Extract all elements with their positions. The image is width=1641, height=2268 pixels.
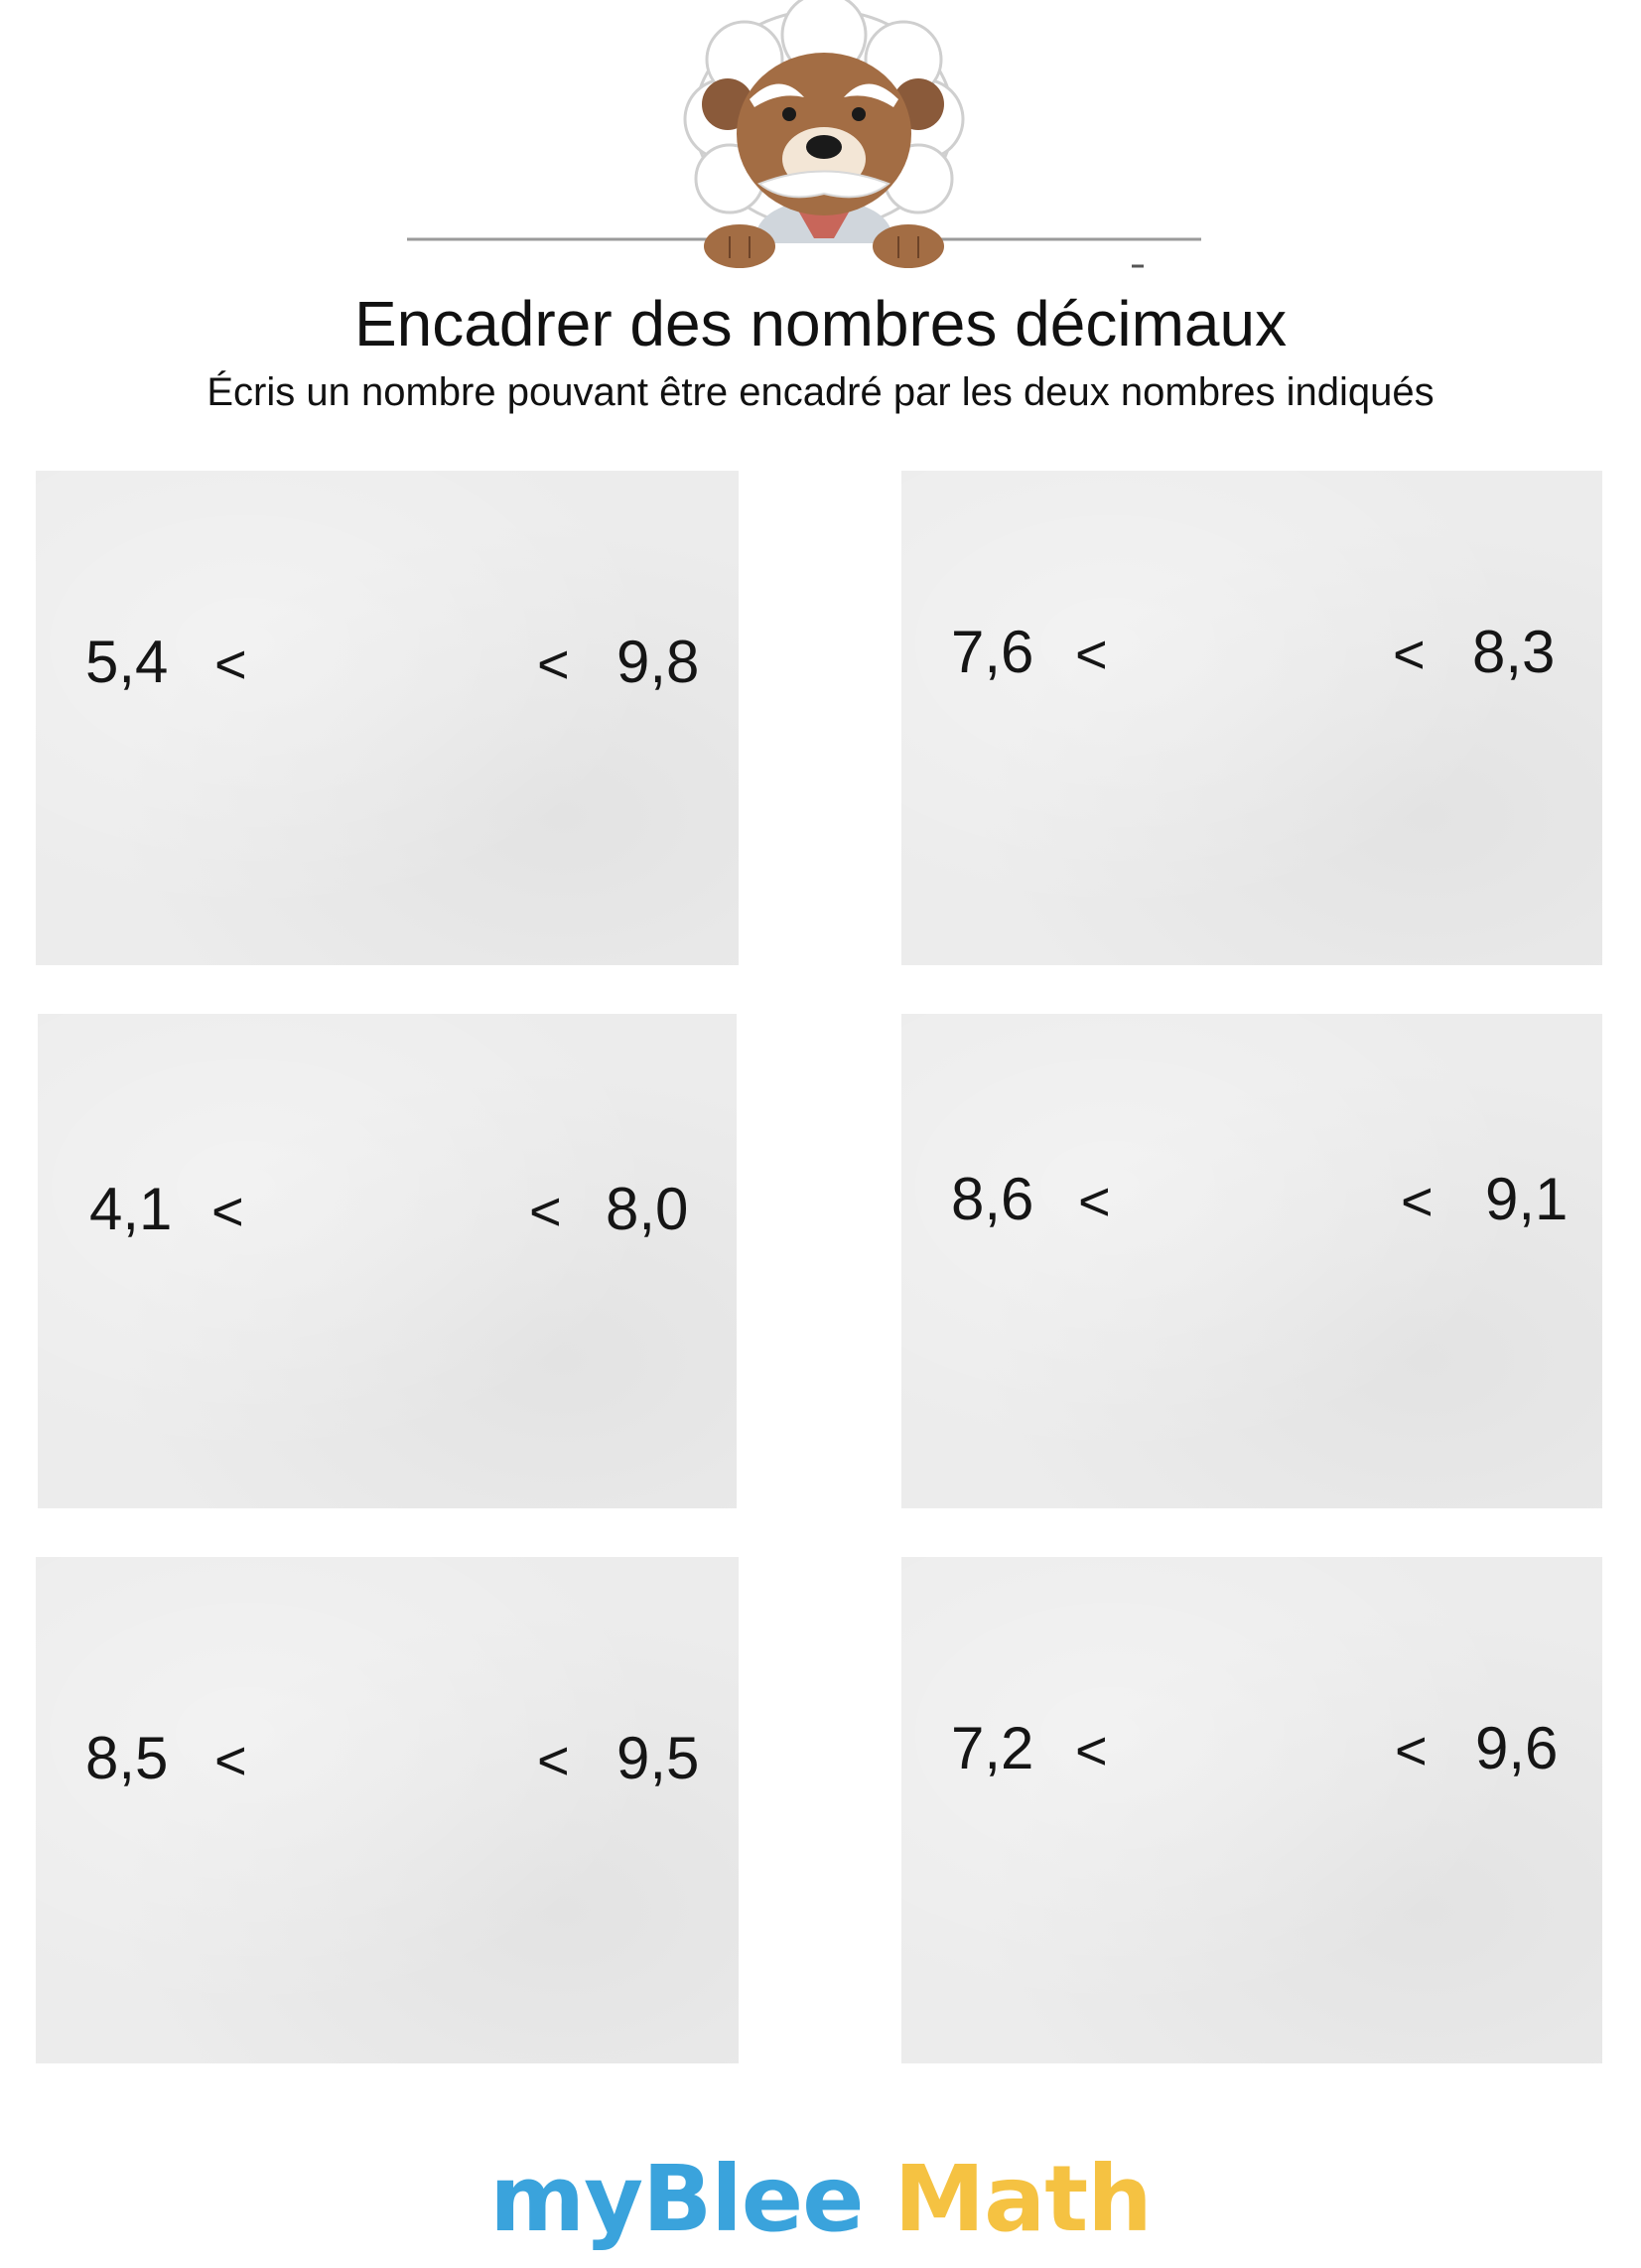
upper-bound: 8,0 (606, 1176, 689, 1242)
lower-bound: 5,4 (85, 629, 169, 695)
upper-bound: 9,1 (1485, 1166, 1569, 1232)
brand-logo (0, 2145, 1641, 2254)
upper-bound: 9,6 (1475, 1715, 1559, 1781)
lower-bound: 7,2 (951, 1715, 1034, 1781)
less-than-symbol: < (537, 1729, 570, 1791)
exercise-card (36, 1557, 739, 2063)
less-than-symbol: < (1075, 1719, 1108, 1781)
upper-bound: 9,8 (616, 629, 700, 695)
less-than-symbol: < (529, 1180, 562, 1242)
less-than-symbol: < (1395, 1719, 1428, 1781)
exercise-card (901, 1557, 1602, 2063)
lower-bound: 8,5 (85, 1725, 169, 1791)
lower-bound: 4,1 (89, 1176, 173, 1242)
exercise-card (901, 471, 1602, 965)
upper-bound: 9,5 (616, 1725, 700, 1791)
less-than-symbol: < (1393, 623, 1426, 685)
exercise-card (901, 1014, 1602, 1508)
lower-bound: 7,6 (951, 619, 1034, 685)
brand-logo-part2: Math (893, 2146, 1152, 2252)
less-than-symbol: < (537, 633, 570, 695)
less-than-symbol: < (214, 1729, 247, 1791)
less-than-symbol: < (214, 633, 247, 695)
less-than-symbol: < (1078, 1170, 1111, 1232)
brand-logo-part1: myBlee (489, 2146, 864, 2252)
upper-bound: 8,3 (1472, 619, 1556, 685)
page-title: Encadrer des nombres décimaux (353, 288, 1288, 359)
lower-bound: 8,6 (951, 1166, 1034, 1232)
less-than-symbol: < (211, 1180, 244, 1242)
less-than-symbol: < (1401, 1170, 1434, 1232)
less-than-symbol: < (1075, 623, 1108, 685)
instruction-text: Écris un nombre pouvant être encadré par les deux nombres indiqués (206, 370, 1435, 414)
exercise-card (36, 471, 739, 965)
exercise-card (38, 1014, 737, 1508)
bear-mascot-icon (397, 0, 1251, 273)
